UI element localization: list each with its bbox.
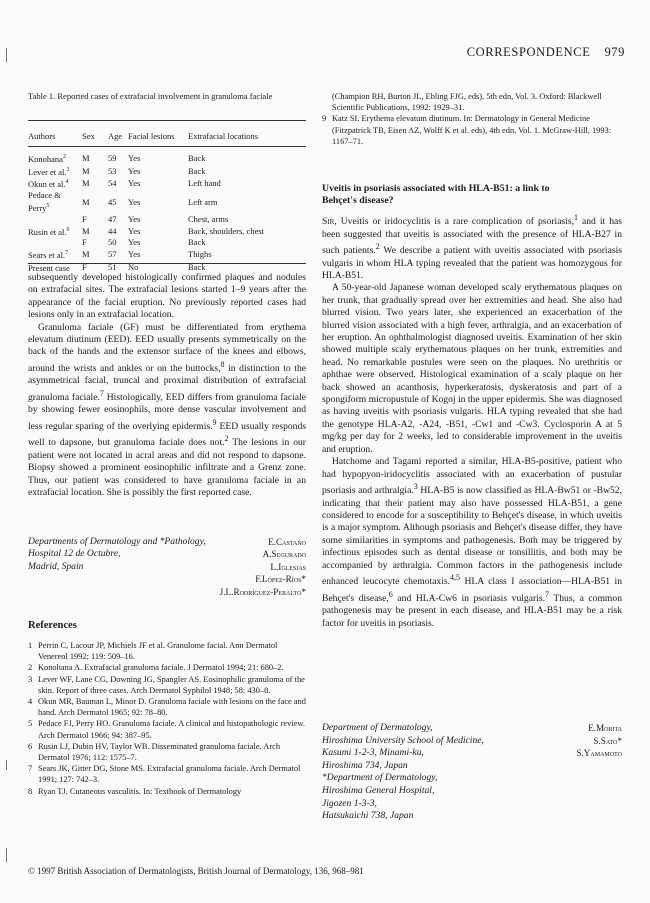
col-facial: Facial lesions [128, 131, 175, 141]
cases-table [28, 131, 306, 274]
cell-age: 44 [108, 225, 117, 236]
cell-author: Present case [28, 262, 70, 273]
cell-age: 59 [108, 152, 117, 163]
right-refs [322, 91, 622, 147]
references-list [28, 640, 306, 797]
margin-mark [6, 48, 7, 62]
running-header [405, 45, 625, 63]
section-title: CORRESPONDENCE [466, 45, 591, 59]
cell-extra: Back [188, 237, 206, 248]
paragraph: Hatchome and Tagami reported a similar, HLA-B5-positive, patient who had hypopyon-iridocyclitis associated with an exacerbation of pustular psoriasis and arthralgia.$^3$ HLA-B5 is now classified as HLA-Bw51 or -Bw52, indicating that their patient may also have possessed HLA-B51, a gene considered to encode for a susceptibility to Behçet's disease, in which uveitis is a major symptom. Although psoriasis and Behçet's disease differ, they have some similarities in symptoms and pathogenesis. Both may be triggered by infectious episodes such as dental disease or tonsillitis, and both may be accompanied by arthralgia. Common factors in the pathogenesis include enhanced leucocyte chemotaxis.$^{4,5}$ HLA class I association—HLA-B51 in Behçet's disease,$^6$ and HLA-Cw6 in psoriasis vulgaris.$^7$ Thus, a common pathogenesis may be present in each disease, and HLA-B51 may be a risk factor for uveitis in psoriasis. [322, 456, 622, 629]
cell-sex: M [82, 249, 90, 260]
table-bottom-rule [28, 263, 306, 264]
cell-facial: Yes [128, 152, 141, 163]
cell-extra: Thighs [188, 249, 212, 260]
right-authors: E.Morita S.Sato* S.Yamamoto [576, 723, 622, 759]
cell-facial: Yes [128, 237, 141, 248]
cell-age: 47 [108, 213, 117, 224]
table-caption: Table 1. Reported cases of extrafacial involvement in granuloma faciale [28, 91, 273, 101]
reference-item: 2 Konohana A. Extrafacial granuloma faciale. J Dermatol 1994; 21: 680–2. [28, 663, 284, 673]
reference-item: 3 Lever WF, Lane CG, Downing JG, Spangler AS. Eosinophilic granuloma of the skin. Report of three cases. Arch Dermatol Syphilol 1948; 58: 430–8. [28, 674, 305, 695]
cell-facial: Yes [128, 178, 141, 189]
cell-sex: F [82, 213, 87, 224]
article-title: Uveitis in psoriasis associated with HLA-B51: a link to Behçet's disease? [322, 183, 550, 206]
cell-author: Rusin et al.$^6$ [28, 226, 70, 237]
paragraph: Granuloma faciale (GF) must be differentiated from erythema elevatum diutinum (EED). EED usually presents symmetrically on the back of the hands and the extensor surface of the knees and elbows, around the wrists and ankles or on the buttocks,$^8$ in distinction to the asymmetrical facial, truncal and proximal distribution of extrafacial granuloma faciale.$^7$ Histologically, EED differs from granuloma faciale by showing fewer eosinophils, more dense vascular involvement and less regular sparing of the overlying epidermis.$^9$ EED usually responds well to dapsone, but granuloma faciale does not.$^2$ The lesions in our patient were not located in acral areas and did not respond to dapsone. Biopsy showed a prominent eosinophilic infiltrate and a Grenz zone. Thus, our patient was considered to have granuloma faciale in an extrafacial location. She is possibly the first reported case. [28, 321, 306, 499]
cell-age: 53 [108, 165, 117, 176]
col-authors: Authors [28, 131, 56, 141]
cell-facial: Yes [128, 196, 141, 207]
cell-author: Pedace & Perry$^5$ [28, 190, 61, 213]
cell-sex: M [82, 225, 90, 236]
reference-item: 8 Ryan TJ. Cutaneous vasculitis. In: Textbook of Dermatology [28, 786, 242, 796]
table-row [28, 145, 306, 165]
cell-sex: M [82, 165, 90, 176]
references-heading: References [28, 620, 77, 631]
left-affiliation: Departments of Dermatology and *Pathology, Hospital 12 de Octubre, Madrid, Spain [28, 536, 206, 572]
cell-facial: Yes [128, 249, 141, 260]
cell-author: Lever et al.$^3$ [28, 166, 70, 177]
table-row [28, 190, 306, 214]
cell-age: 54 [108, 178, 117, 189]
cell-sex: F [82, 237, 87, 248]
table-row [28, 237, 306, 248]
cell-age: 50 [108, 237, 117, 248]
reference-item: 9 Katz SI. Erythema elevatum diutinum. In: Dermatology in General Medicine (Fitzpatrick TB, Eisen AZ, Wolff K et al. eds), 4th edn, Vol. 1. McGraw-Hill, 1993: 1167–71. [322, 114, 612, 146]
cell-extra: Back [188, 262, 206, 273]
page-number: 979 [604, 45, 625, 59]
cell-facial: Yes [128, 213, 141, 224]
table-row [28, 165, 306, 178]
col-age: Age [108, 131, 123, 141]
reference-item: (Champion RH, Burton JL, Ebling FJG, eds), 5th edn, Vol. 3. Oxford: Blackwell Scientific Publications, 1992: 1929–31. [332, 92, 602, 113]
cell-sex: M [82, 178, 90, 189]
col-extrafacial: Extrafacial locations [188, 131, 259, 141]
cell-facial: Yes [128, 165, 141, 176]
paragraph: Sir, Uveitis or iridocyclitis is a rare complication of psoriasis,$^1$ and it has been suggested that uveitis is associated with the presence of HLA-B27 in such patients.$^2$ We describe a patient with uveitis associated with psoriasis vulgaris in whom HLA typing revealed that the patient was homozygous for HLA-B51. [322, 213, 622, 281]
cell-author: Sears et al.$^7$ [28, 250, 69, 261]
margin-mark [6, 848, 7, 862]
table-top-rule [28, 120, 306, 121]
table-row [28, 248, 306, 261]
cell-author [28, 214, 82, 225]
cell-sex: M [82, 152, 90, 163]
reference-item: 7 Sears JK, Gitter DG, Stone MS. Extrafacial granuloma faciale. Arch Dermatol 1991; 127: 742–3. [28, 764, 301, 785]
margin-mark [6, 760, 7, 770]
reference-item: 6 Rusin LJ, Dubin HV, Taylor WB. Disseminated granuloma faciale. Arch Dermatol 1976; 112: 1575–7. [28, 741, 281, 763]
cell-extra: Back [188, 152, 206, 163]
cell-extra: Left arm [188, 196, 218, 207]
cell-age: 51 [108, 262, 117, 273]
reference-item: 1 Perrin C, Lacour JP, Michiels JF et al. Granulome facial. Ann Dermatol Venereol 1992; 119: 509–16. [28, 641, 278, 662]
left-body [28, 272, 306, 500]
reference-item: 4 Okun MR, Bauman L, Minor D. Granuloma faciale with lesions on the face and hand. Arch Dermatol 1965; 92: 78–80. [28, 697, 306, 718]
cell-age: 57 [108, 249, 117, 260]
reference-item: 5 Pedace FJ, Perry HO. Granuloma faciale. A clinical and histopathologic review. Arch Dermatol 1966; 94: 387–95. [28, 719, 305, 740]
cell-author: Konohana$^2$ [28, 153, 66, 164]
table-row [28, 177, 306, 190]
table-header-rule [28, 146, 306, 147]
cell-sex: M [82, 196, 90, 207]
left-authors: E.Castaño A.Segurado L.Iglesias F.López-Ríos* J.L.Rodríguez-Peralto* [219, 537, 306, 597]
cell-age: 45 [108, 196, 117, 207]
cell-facial: Yes [128, 225, 141, 236]
table-row [28, 214, 306, 225]
col-sex: Sex [82, 131, 95, 141]
right-affiliation: Department of Dermatology, Hiroshima University School of Medicine, Kasumi 1-2-3, Minami-ku, Hiroshima 734, Japan *Department of Dermatology, Hiroshima General Hospital, Jigozen 1-3-3, Hatsukaichi 738, Japan [322, 722, 484, 822]
right-body [322, 212, 622, 630]
cell-extra: Chest, arms [188, 213, 229, 224]
paragraph: A 50-year-old Japanese woman developed scaly erythematous plaques on her trunk, that gradually spread over her extremities and head. She also had blurred vision. Two years later, she experienced an exacerbation of the blurred vision associated with a high fever, arthralgia, and an exacerbation of her eruption. An ophthalmologist diagnosed uveitis. Examination of her skin showed multiple scaly erythematous plaques on her trunk, extremities and head. No remarkable pustules were seen on the plaques. No urethritis or aphthae were observed. Histological examination of a scaly plaque on her back showed an acanthosis, hyperkeratosis, dyskeratosis and part of a spongiform micropustule of Kogoj in the upper epidermis. She was diagnosed as having uveitis with psoriasis vulgaris. HLA typing revealed that she had the genotype HLA-A2, -A24, -B51, -Cw1 and -Cw3. Cyclosporin A at 5 mg/kg per day for 2 weeks, led to considerable improvement in the uveitis and eruption. [322, 282, 622, 455]
table-row [28, 225, 306, 238]
paragraph: subsequently developed histologically confirmed plaques and nodules on extrafacial sites. The extrafacial lesions started 1–9 years after the appearance of the facial eruption. No previously reported cases had lesions only in an extrafacial location. [28, 272, 306, 321]
table-header-row [28, 131, 306, 145]
cell-author [28, 237, 82, 248]
cell-sex: F [82, 262, 87, 273]
cell-extra: Back, shoulders, chest [188, 225, 265, 236]
cell-facial: No [128, 262, 139, 273]
cell-extra: Back [188, 165, 206, 176]
cell-author: Okun et al.$^4$ [28, 179, 69, 190]
cell-extra: Left hand [188, 178, 221, 189]
footer-copyright: © 1997 British Association of Dermatologists, British Journal of Dermatology, 136, 968–981 [28, 866, 364, 876]
